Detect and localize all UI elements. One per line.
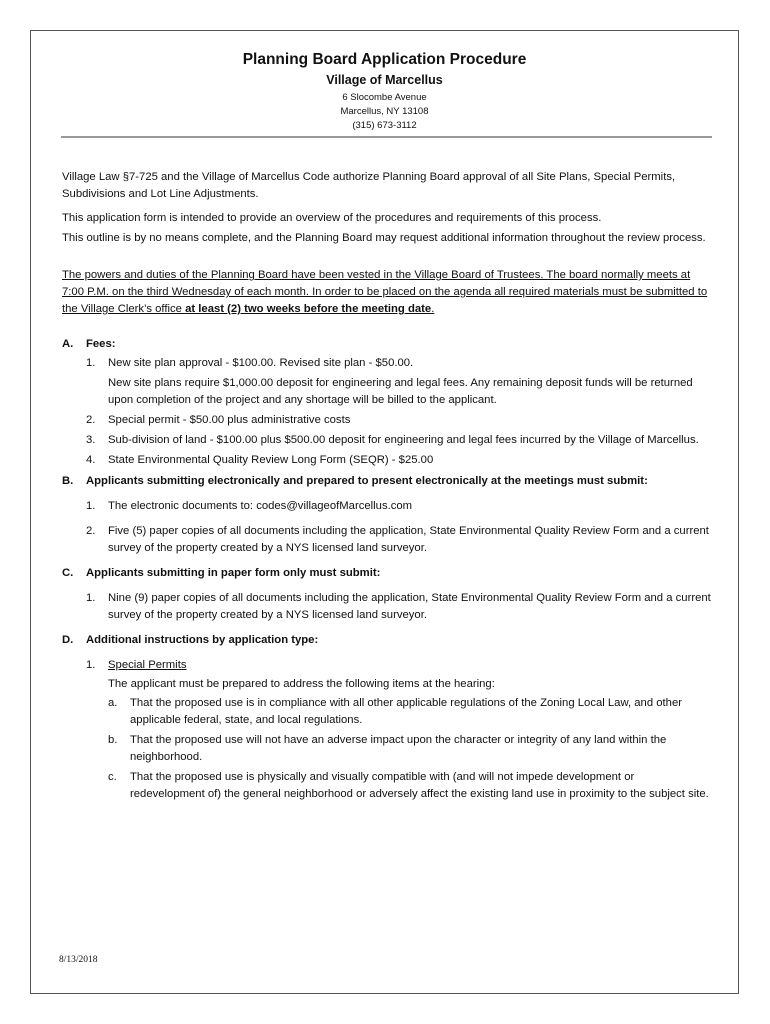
sub-item-letter: b. [108, 734, 118, 746]
board-duties-text: The powers and duties of the Planning Board have been vested in the Village Board of Trustees. The board normally meets at 7:00 P.M. on the third Wednesday of each month. In order to be placed on the agenda all required materials must be submitted to the Village Clerk’s office [62, 269, 708, 315]
sub-item-letter: c. [108, 771, 117, 783]
item-number: 3. [86, 434, 96, 446]
village-name: Village of Marcellus [326, 73, 443, 87]
deadline-period: . [431, 303, 435, 315]
section-title: Additional instructions by application type: [86, 634, 319, 646]
page-title: Planning Board Application Procedure [242, 51, 527, 68]
item-number: 1. [86, 357, 96, 369]
sub-item-text: That the proposed use will not have an adverse impact upon the character or integrity of any land within the neighborhood. [130, 734, 667, 763]
list-item [62, 498, 712, 515]
item-number: 1. [86, 659, 96, 671]
item-number: 1. [86, 500, 96, 512]
list-item [62, 355, 712, 372]
item-number: 2. [86, 414, 96, 426]
item-continuation: New site plans require $1,000.00 deposit for engineering and legal fees. Any remaining deposit funds will be returned upon completion of the project and any shortage will be billed to the applicant. [108, 377, 693, 406]
item-number: 4. [86, 454, 96, 466]
board-duties-paragraph [62, 267, 712, 318]
item-number: 1. [86, 592, 96, 604]
intro-paragraph: Village Law §7-725 and the Village of Marcellus Code authorize Planning Board approval of all Site Plans, Special Permits, Subdivisions and Lot Line Adjustments. [62, 171, 676, 200]
document-body [62, 169, 712, 803]
sub-list-item [62, 695, 712, 729]
section-electronic-heading [62, 473, 712, 490]
outline-note: This outline is by no means complete, and the Planning Board may request additional information throughout the review process. [62, 232, 706, 244]
sub-item-text: That the proposed use is in compliance with all other applicable regulations of the Zoning Local Law, and other applicable federal, state, and local regulations. [130, 697, 683, 726]
section-paper-heading [62, 565, 712, 582]
list-item [62, 657, 712, 674]
sub-item-text: That the proposed use is physically and visually compatible with (and will not impede development or redevelopment of) the general neighborhood or adversely affect the existing land use in proximity to the subject site. [130, 771, 709, 800]
item-text: State Environmental Quality Review Long Form (SEQR) - $25.00 [108, 454, 434, 466]
list-item [62, 432, 712, 449]
list-item [62, 523, 712, 557]
list-item [62, 452, 712, 469]
list-item [62, 590, 712, 624]
item-continuation: The applicant must be prepared to address the following items at the hearing: [108, 678, 495, 690]
item-text: Special permit - $50.00 plus administrative costs [108, 414, 351, 426]
address-line-1: 6 Slocombe Avenue [342, 92, 427, 103]
item-text: New site plan approval - $100.00. Revised site plan - $50.00. [108, 357, 414, 369]
phone-number: (315) 673-3112 [352, 120, 417, 131]
section-label: D. [62, 634, 74, 646]
list-item [62, 412, 712, 429]
item-number: 2. [86, 525, 96, 537]
sub-list-item [62, 732, 712, 766]
section-label: B. [62, 475, 74, 487]
section-title: Fees: [86, 338, 116, 350]
section-fees-heading [62, 336, 712, 353]
sub-item-letter: a. [108, 697, 118, 709]
section-title: Applicants submitting in paper form only must submit: [86, 567, 381, 579]
header-divider [61, 136, 712, 138]
page-frame [30, 30, 739, 994]
item-text: The electronic documents to: codes@villageofMarcellus.com [108, 500, 413, 512]
address-block [31, 91, 738, 133]
section-label: C. [62, 567, 74, 579]
item-text: Five (5) paper copies of all documents including the application, State Environmental Quality Review Form and a current survey of the property created by a NYS licensed land surveyor. [108, 525, 709, 554]
special-permits-heading: Special Permits [108, 659, 187, 671]
deadline-text: at least (2) two weeks before the meeting date [185, 303, 432, 315]
sub-list-item [62, 769, 712, 803]
section-additional-heading [62, 632, 712, 649]
footer-date: 8/13/2018 [59, 955, 98, 965]
item-text: Nine (9) paper copies of all documents including the application, State Environmental Quality Review Form and a current survey of the property created by a NYS licensed land surveyor. [108, 592, 711, 621]
section-label: A. [62, 338, 74, 350]
item-text: Sub-division of land - $100.00 plus $500.00 deposit for engineering and legal fees incurred by the Village of Marcellus. [108, 434, 699, 446]
overview-line: This application form is intended to provide an overview of the procedures and requirements of this process. [62, 212, 602, 224]
section-title: Applicants submitting electronically and prepared to present electronically at the meetings must submit: [86, 475, 648, 487]
address-line-2: Marcellus, NY 13108 [340, 106, 429, 117]
